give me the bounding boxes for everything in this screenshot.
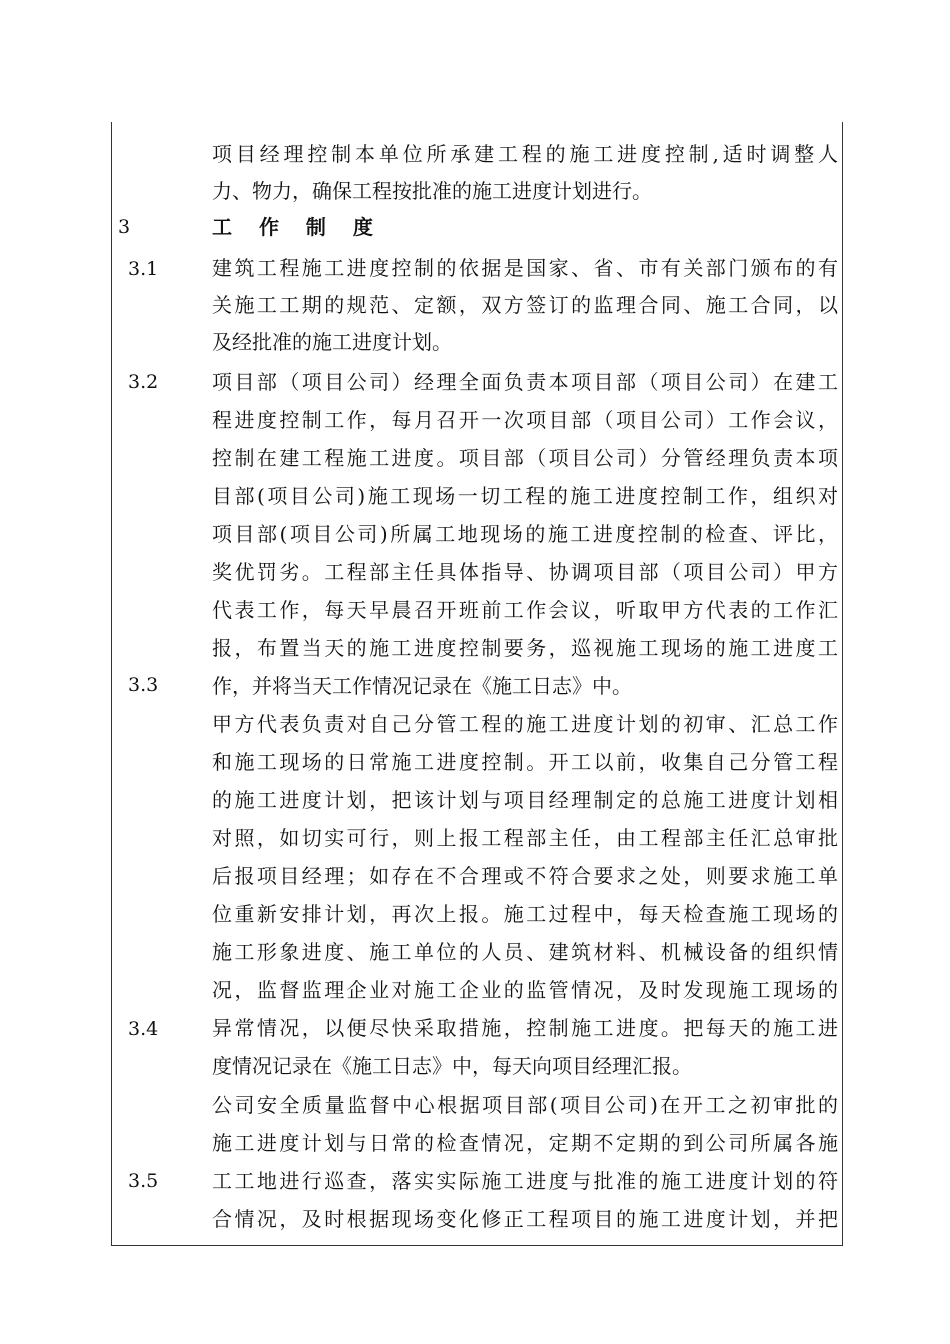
paragraph-line: 甲方代表负责对自己分管工程的施工进度计划的初审、汇总工作 xyxy=(212,712,838,736)
paragraph-line: 建筑工程施工进度控制的依据是国家、省、市有关部门颁布的有 xyxy=(212,256,838,280)
item-number: 3.4 xyxy=(128,1018,159,1040)
item-number: 3.3 xyxy=(128,674,159,696)
item-number: 3.2 xyxy=(128,371,159,393)
intro-line: 项目经理控制本单位所承建工程的施工进度控制,适时调整人 xyxy=(212,142,838,166)
paragraph-line: 施工进度计划与日常的检查情况，定期不定期的到公司所属各施 xyxy=(212,1131,838,1155)
paragraph-line: 对照，如切实可行，则上报工程部主任，由工程部主任汇总审批 xyxy=(212,826,838,850)
paragraph-line: 位重新安排计划，再次上报。施工过程中，每天检查施工现场的 xyxy=(212,902,838,926)
paragraph-line: 项目部（项目公司）经理全面负责本项目部（项目公司）在建工 xyxy=(212,370,838,394)
section-title: 工 作 制 度 xyxy=(212,215,383,239)
paragraph-line: 的施工进度计划，把该计划与项目经理制定的总施工进度计划相 xyxy=(212,788,838,812)
table-bottom-border xyxy=(111,1245,843,1246)
paragraph-line: 异常情况，以便尽快采取措施，控制施工进度。把每天的施工进 xyxy=(212,1016,838,1040)
paragraph-line: 报，布置当天的施工进度控制要务，巡视施工现场的施工进度工 xyxy=(212,636,838,660)
table-right-border xyxy=(842,122,843,1246)
paragraph-line: 工工地进行巡查，落实实际施工进度与批准的施工进度计划的符 xyxy=(212,1169,838,1193)
paragraph-line: 和施工现场的日常施工进度控制。开工以前，收集自己分管工程 xyxy=(212,750,838,774)
paragraph-line: 合情况，及时根据现场变化修正工程项目的施工进度计划，并把 xyxy=(212,1207,838,1231)
paragraph-line: 控制在建工程施工进度。项目部（项目公司）分管经理负责本项 xyxy=(212,446,838,470)
paragraph-line: 目部(项目公司)施工现场一切工程的施工进度控制工作，组织对 xyxy=(212,484,838,508)
paragraph-line: 及经批准的施工进度计划。 xyxy=(212,330,452,354)
paragraph-line: 作，并将当天工作情况记录在《施工日志》中。 xyxy=(212,674,632,698)
section-number: 3 xyxy=(118,216,131,238)
paragraph-line: 公司安全质量监督中心根据项目部(项目公司)在开工之初审批的 xyxy=(212,1093,838,1117)
paragraph-line: 代表工作，每天早晨召开班前工作会议，听取甲方代表的工作汇 xyxy=(212,598,838,622)
item-number: 3.5 xyxy=(128,1170,159,1192)
paragraph-line: 关施工工期的规范、定额，双方签订的监理合同、施工合同，以 xyxy=(212,293,838,317)
table-left-border xyxy=(111,122,112,1246)
paragraph-line: 项目部(项目公司)所属工地现场的施工进度控制的检查、评比， xyxy=(212,522,838,546)
paragraph-line: 后报项目经理；如存在不合理或不符合要求之处，则要求施工单 xyxy=(212,864,838,888)
paragraph-line: 施工形象进度、施工单位的人员、建筑材料、机械设备的组织情 xyxy=(212,940,838,964)
paragraph-line: 度情况记录在《施工日志》中，每天向项目经理汇报。 xyxy=(212,1054,692,1078)
paragraph-line: 奖优罚劣。工程部主任具体指导、协调项目部（项目公司）甲方 xyxy=(212,560,838,584)
paragraph-line: 况，监督监理企业对施工企业的监管情况，及时发现施工现场的 xyxy=(212,978,838,1002)
item-number: 3.1 xyxy=(128,258,159,280)
paragraph-line: 程进度控制工作，每月召开一次项目部（项目公司）工作会议， xyxy=(212,408,838,432)
intro-line: 力、物力，确保工程按批准的施工进度计划进行。 xyxy=(212,179,652,203)
